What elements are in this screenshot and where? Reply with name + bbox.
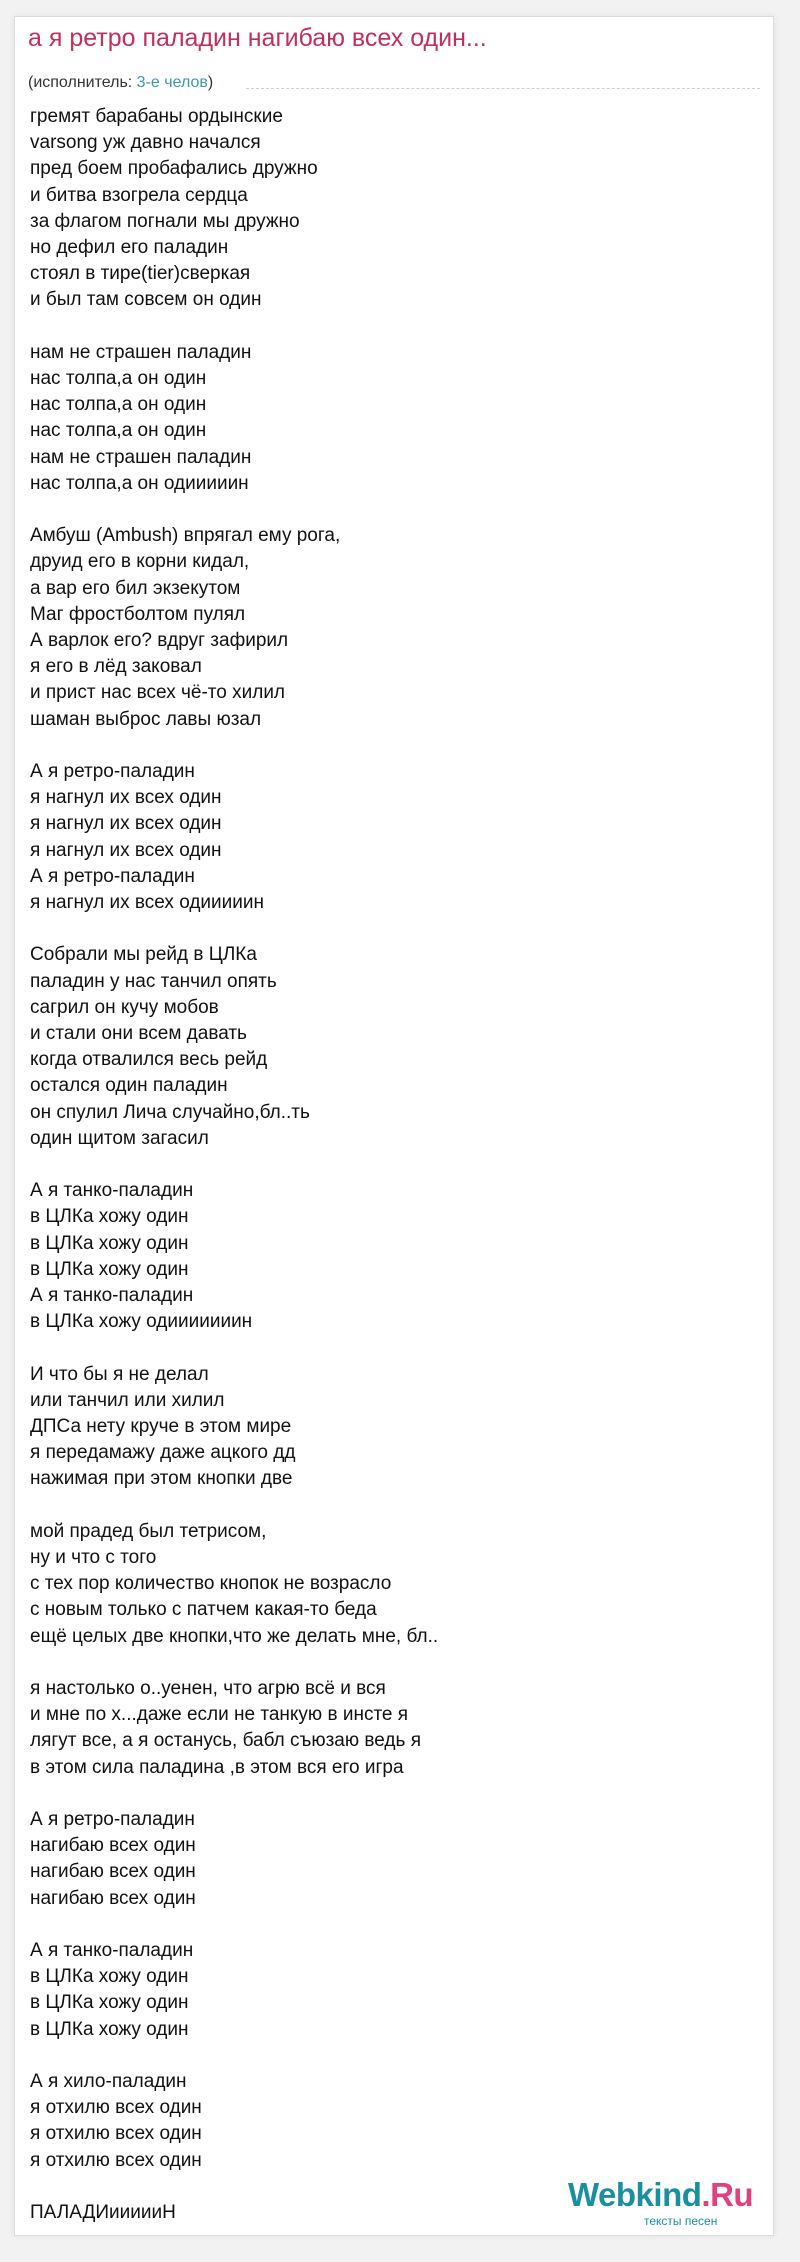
lyrics-line: ПАЛАДИиииииН xyxy=(30,2202,176,2224)
lyrics-line: стоял в тире(tier)сверкая xyxy=(30,263,251,285)
lyrics-line: я нагнул их всех один xyxy=(30,839,222,861)
lyrics-stanza xyxy=(30,2069,730,2174)
lyrics-line: А я танко-паладин xyxy=(30,1940,194,1962)
lyrics-line: за флагом погнали мы дружно xyxy=(30,210,300,232)
lyrics-stanza xyxy=(30,1362,730,1493)
lyrics-line: лягут все, а я останусь, бабл съюзаю ведь я xyxy=(30,1730,421,1752)
lyrics-line: в ЦЛКа хожу один xyxy=(30,1992,189,2014)
lyrics-line: Собрали мы рейд в ЦЛКа xyxy=(30,944,257,966)
lyrics-line: А я хило-паладин xyxy=(30,2071,187,2093)
lyrics-line: нам не страшен паладин xyxy=(30,341,252,363)
logo-tld: .Ru xyxy=(701,2176,754,2213)
artist-line xyxy=(28,74,213,92)
lyrics-line: но дефил его паладин xyxy=(30,237,229,259)
artist-link[interactable]: 3-е челов xyxy=(136,74,208,91)
lyrics-line: и мне по х...даже если не танкую в инсте я xyxy=(30,1704,409,1726)
lyrics-line: Амбуш (Ambush) впрягал ему рога, xyxy=(30,525,341,547)
lyrics-line: я нагнул их всех одииииин xyxy=(30,892,264,914)
lyrics-line: Маг фростболтом пулял xyxy=(30,603,246,625)
artist-suffix: ) xyxy=(207,74,214,91)
lyrics-line: я настолько о..уенен, что агрю всё и вся xyxy=(30,1678,386,1700)
site-logo[interactable] xyxy=(568,2176,772,2246)
lyrics-stanza xyxy=(30,1178,730,1335)
artist-prefix: (исполнитель: xyxy=(28,74,137,91)
lyrics-line: друид его в корни кидал, xyxy=(30,551,250,573)
lyrics-stanza xyxy=(30,523,730,733)
lyrics-stanza xyxy=(30,340,730,497)
lyrics-line: в ЦЛКа хожу один xyxy=(30,1966,189,1988)
lyrics-stanza xyxy=(30,1807,730,1912)
lyrics-line: нас толпа,а он одииииин xyxy=(30,472,249,494)
lyrics-line: нагибаю всех один xyxy=(30,1887,196,1909)
lyrics-line: А я танко-паладин xyxy=(30,1285,194,1307)
lyrics-line: ещё целых две кнопки,что же делать мне, бл.. xyxy=(30,1625,439,1647)
lyrics-line: нам не страшен паладин xyxy=(30,446,252,468)
lyrics-line: А я ретро-паладин xyxy=(30,865,195,887)
lyrics-stanza xyxy=(30,759,730,916)
lyrics-stanza xyxy=(30,1519,730,1650)
lyrics-line: сагрил он кучу мобов xyxy=(30,996,219,1018)
lyrics-line: А варлок его? вдруг зафирил xyxy=(30,630,289,652)
lyrics-line: нас толпа,а он один xyxy=(30,420,207,442)
lyrics-line: А я ретро-паладин xyxy=(30,1809,195,1831)
lyrics-line: когда отвалился весь рейд xyxy=(30,1049,268,1071)
lyrics-line: я его в лёд заковал xyxy=(30,656,202,678)
lyrics-line: гремят барабаны ордынские xyxy=(30,106,283,127)
lyrics-line: я отхилю всех один xyxy=(30,2149,202,2171)
lyrics-line: varsong уж давно начался xyxy=(30,132,261,154)
lyrics-line: один щитом загасил xyxy=(30,1127,209,1149)
lyrics-line: нагибаю всех один xyxy=(30,1861,196,1883)
lyrics-line: я нагнул их всех один xyxy=(30,813,222,835)
lyrics-line: в ЦЛКа хожу один xyxy=(30,2018,189,2040)
lyrics-line: или танчил или хилил xyxy=(30,1389,225,1411)
lyrics-line: а вар его бил экзекутом xyxy=(30,577,241,599)
lyrics-line: и был там совсем он один xyxy=(30,289,262,311)
lyrics-line: с тех пор количество кнопок не возрасло xyxy=(30,1573,392,1595)
lyrics-body xyxy=(30,104,730,2252)
lyrics-line: я нагнул их всех один xyxy=(30,787,222,809)
lyrics-stanza xyxy=(30,942,730,1152)
lyrics-line: с новым только с патчем какая-то беда xyxy=(30,1599,377,1621)
lyrics-line: в ЦЛКа хожу один xyxy=(30,1232,189,1254)
lyrics-line: А я танко-паладин xyxy=(30,1180,194,1202)
lyrics-line: ДПСа нету круче в этом мире xyxy=(30,1416,292,1438)
lyrics-line: нас толпа,а он один xyxy=(30,394,207,416)
lyrics-stanza xyxy=(30,1676,730,1781)
lyrics-line: остался один паладин xyxy=(30,1075,228,1097)
logo-wordmark xyxy=(568,2176,753,2214)
lyrics-line: в ЦЛКа хожу один xyxy=(30,1258,189,1280)
lyrics-line: И что бы я не делал xyxy=(30,1363,209,1385)
lyrics-line: А я ретро-паладин xyxy=(30,761,195,783)
logo-tagline: тексты песен xyxy=(644,2214,718,2228)
lyrics-line: нажимая при этом кнопки две xyxy=(30,1468,293,1490)
lyrics-line: нагибаю всех один xyxy=(30,1835,196,1857)
lyrics-line: пред боем пробафались дружно xyxy=(30,158,318,180)
lyrics-line: я передамажу даже ацкого дд xyxy=(30,1442,296,1464)
lyrics-stanza xyxy=(30,104,730,314)
lyrics-line: и прист нас всех чё-то хилил xyxy=(30,682,286,704)
lyrics-line: я отхилю всех один xyxy=(30,2097,202,2119)
lyrics-line: и стали они всем давать xyxy=(30,1023,247,1045)
page-title: а я ретро паладин нагибаю всех один... xyxy=(28,24,487,52)
logo-name: Webkind xyxy=(568,2176,702,2213)
lyrics-line: в этом сила паладина ,в этом вся его игра xyxy=(30,1756,404,1778)
header-divider xyxy=(246,88,760,89)
lyrics-line: шаман выброс лавы юзал xyxy=(30,708,262,730)
lyrics-line: ну и что с того xyxy=(30,1547,157,1569)
lyrics-line: нас толпа,а он один xyxy=(30,368,207,390)
lyrics-line: я отхилю всех один xyxy=(30,2123,202,2145)
lyrics-line: и битва взогрела сердца xyxy=(30,184,248,206)
lyrics-line: мой прадед был тетрисом, xyxy=(30,1520,267,1542)
lyrics-stanza xyxy=(30,1938,730,2043)
lyrics-line: в ЦЛКа хожу один xyxy=(30,1206,189,1228)
lyrics-line: в ЦЛКа хожу одииииииин xyxy=(30,1311,253,1333)
lyrics-line: паладин у нас танчил опять xyxy=(30,970,277,992)
lyrics-line: он спулил Лича случайно,бл..ть xyxy=(30,1101,310,1123)
